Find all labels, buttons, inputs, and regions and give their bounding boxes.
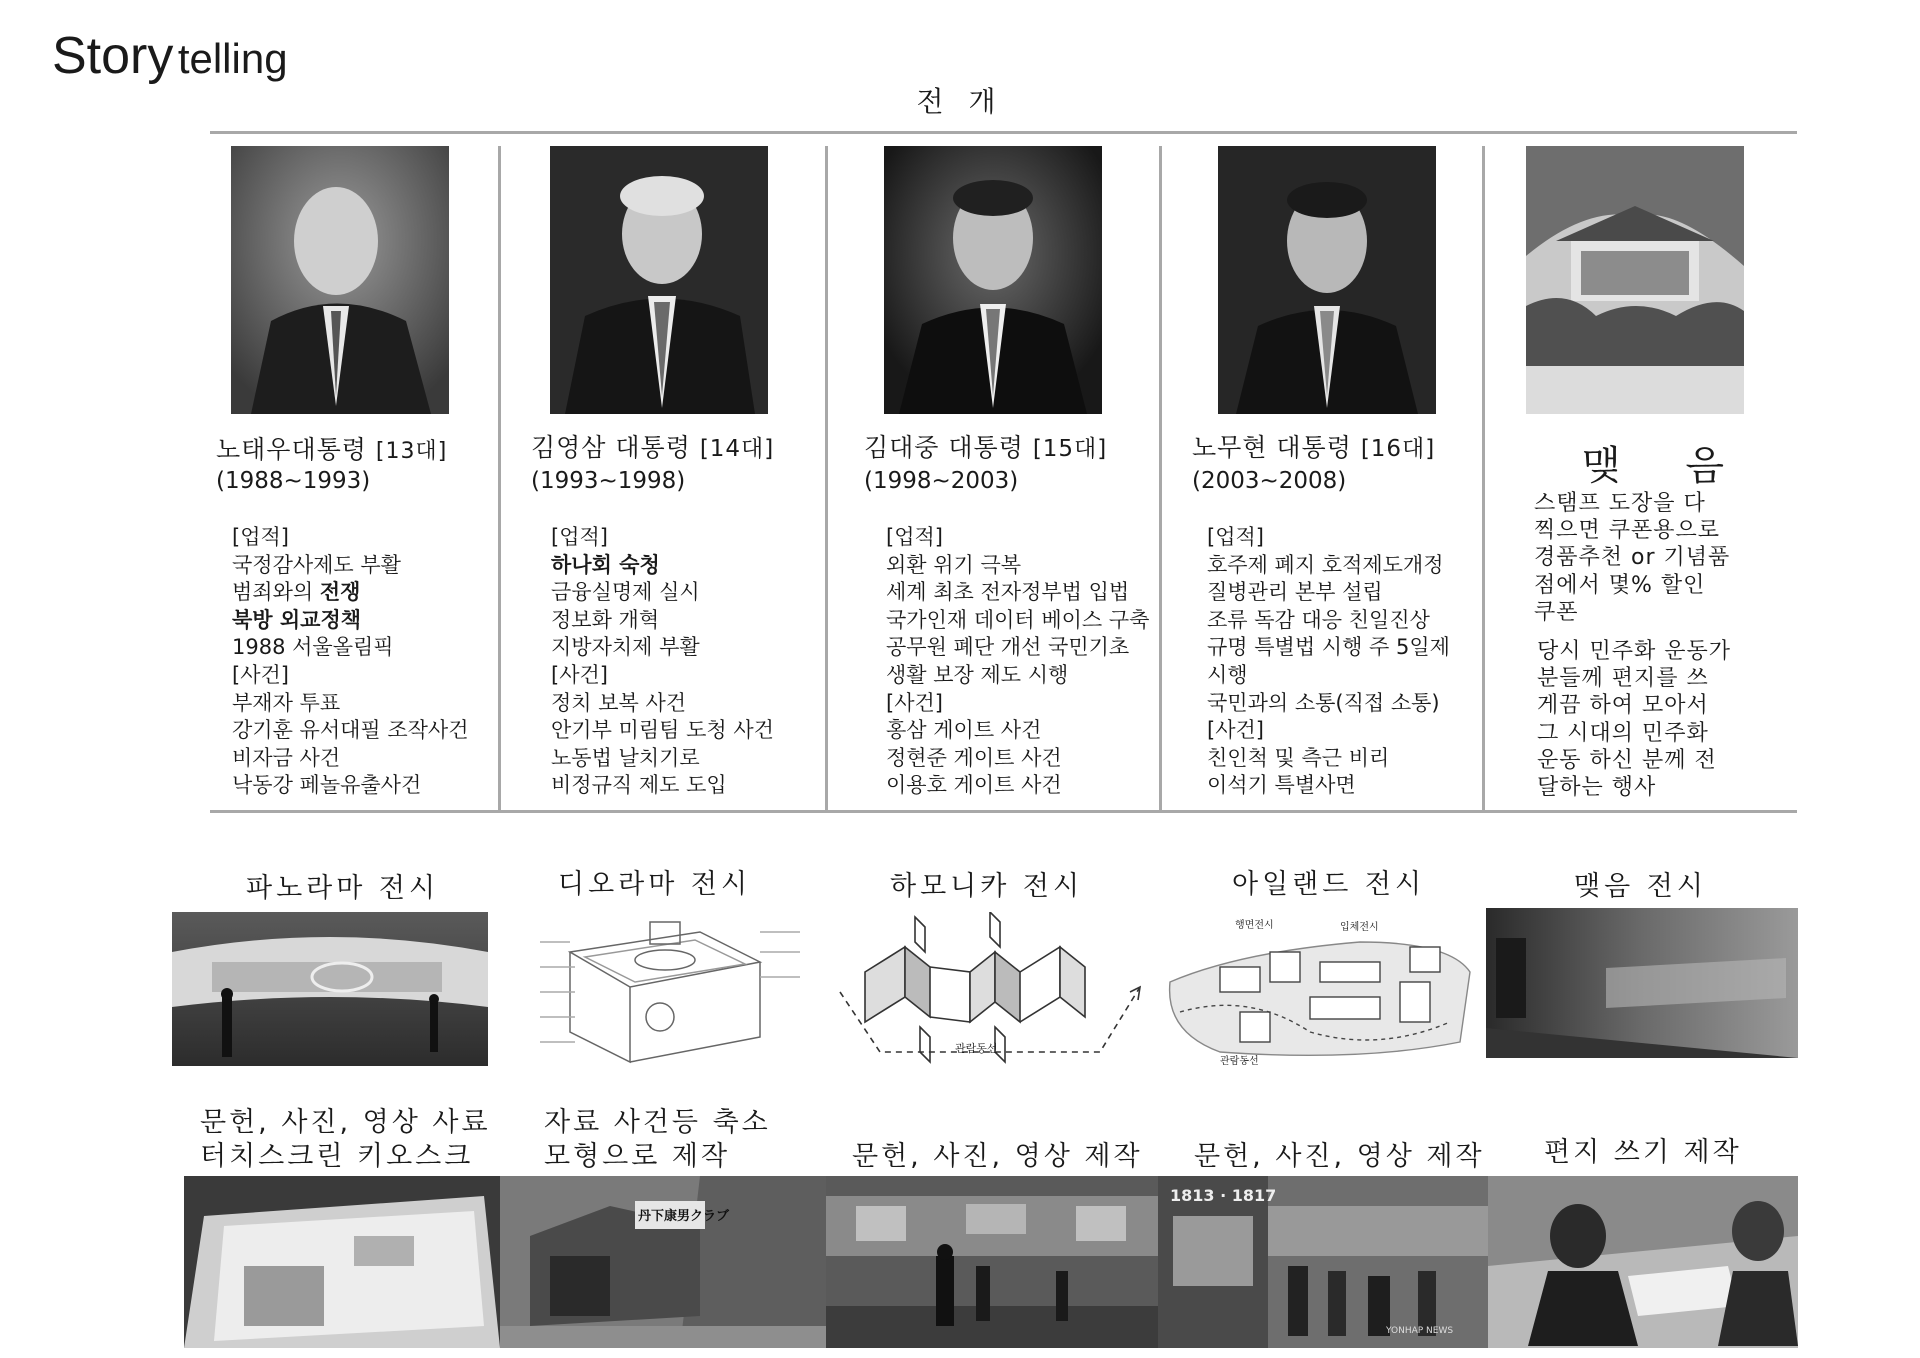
portrait-president-16 [1218,146,1436,414]
letter-writing-photo [1488,1176,1798,1348]
island-route-label: 관람동선 [1220,1056,1259,1067]
kiosk-photo [184,1176,500,1348]
caption-diorama: 자료 사건등 축소 모형으로 제작 [544,1107,771,1172]
column-divider [1159,146,1162,810]
exhibition-panorama-label: 파노라마 전시 [246,873,440,904]
president-years: (1988~1993) [216,468,371,494]
caption-panorama: 문헌, 사진, 영상 사료 터치스크린 키오스크 [200,1107,491,1172]
museum-hall-photo [826,1176,1158,1348]
section-heading: 전 개 [916,85,1004,118]
president-name: 김대중 대통령 [15대] [864,433,1108,462]
portrait-president-15 [884,146,1102,414]
panorama-exhibit-photo [172,912,488,1066]
president-name: 노태우대통령 [13대] [216,435,448,464]
president-years: (1993~1998) [531,468,686,494]
harmonica-route-label: 관람동선 [955,1042,998,1055]
conclusion-letter-text: 당시 민주화 운동가 분들께 편지를 쓰 게끔 하여 모아서 그 시대의 민주화 운동 하신 분께 전 달하는 행사 [1537,639,1732,801]
column-divider [1482,146,1485,810]
president-13-list: [업적] 국정감사제도 부활 범죄와의 전쟁 북방 외교정책 1988 서울올림픽 [사건] 부재자 투표 강기훈 유서대필 조작사건 비자금 사건 낙동강 페놀유출사건 [232,525,469,798]
exhibition-harmonica-label: 하모니카 전시 [890,871,1084,902]
president-years: (2003~2008) [1192,468,1347,494]
miniature-sign-text: 丹下康男クラブ [638,1209,730,1224]
portrait-president-14 [550,146,768,414]
island-diagram [1160,912,1480,1068]
column-divider [498,146,501,810]
diorama-diagram [530,912,810,1068]
harmonica-diagram [820,912,1152,1068]
exhibition-diorama-label: 디오라마 전시 [558,869,752,900]
museum-year-text: 1813 · 1817 [1170,1186,1277,1205]
conclusion-title: 맺 음 [1582,443,1750,489]
title-sub: telling [177,35,288,82]
blue-house-photo [1526,146,1744,414]
exhibition-closing-label: 맺음 전시 [1574,871,1707,902]
page-title [52,26,288,86]
caption-island: 문헌, 사진, 영상 제작 [1194,1141,1485,1172]
president-years: (1998~2003) [864,468,1019,494]
miniature-model-photo [500,1176,826,1348]
president-name: 김영삼 대통령 [14대] [531,433,775,462]
museum-visitors-photo [1158,1176,1488,1348]
title-main: Story [52,27,174,85]
president-16-list: [업적] 호주제 폐지 호적제도개정 질병관리 본부 설립 조류 독감 대응 친일진상 규명 특별법 시행 주 5일제 시행 국민과의 소통(직접 소통) [사건] 친인척 및 측근 비리 이석기 특별사면 [1207,525,1450,798]
island-top-left-label: 행면전시 [1235,920,1274,931]
caption-closing: 편지 쓰기 제작 [1544,1137,1742,1168]
president-name: 노무현 대통령 [16대] [1192,433,1436,462]
table-top-rule [210,131,1797,134]
exhibition-island-label: 아일랜드 전시 [1232,869,1426,900]
caption-harmonica: 문헌, 사진, 영상 제작 [852,1141,1143,1172]
column-divider [825,146,828,810]
closing-exhibit-photo [1486,908,1798,1058]
table-bottom-rule [210,810,1797,813]
president-14-list: [업적] 하나회 숙청 금융실명제 실시 정보화 개혁 지방자치제 부활 [사건] 정치 보복 사건 안기부 미림팀 도청 사건 노동법 날치기로 비정규직 제도 도입 [551,525,774,798]
watermark-text: YONHAP NEWS [1386,1326,1454,1336]
portrait-president-13 [231,146,449,414]
president-15-list: [업적] 외환 위기 극복 세계 최초 전자정부법 입법 국가인재 데이터 베이스 구축 공무원 폐단 개선 국민기초 생활 보장 제도 시행 [사건] 홍삼 게이트 사건 정현준 게이트 사건 이용호 게이트 사건 [886,525,1150,798]
island-top-right-label: 입체전시 [1340,922,1379,933]
conclusion-stamp-text: 스탬프 도장을 다 찍으면 쿠폰용으로 경품추천 or 기념품 점에서 몇% 할인 쿠폰 [1534,491,1731,625]
